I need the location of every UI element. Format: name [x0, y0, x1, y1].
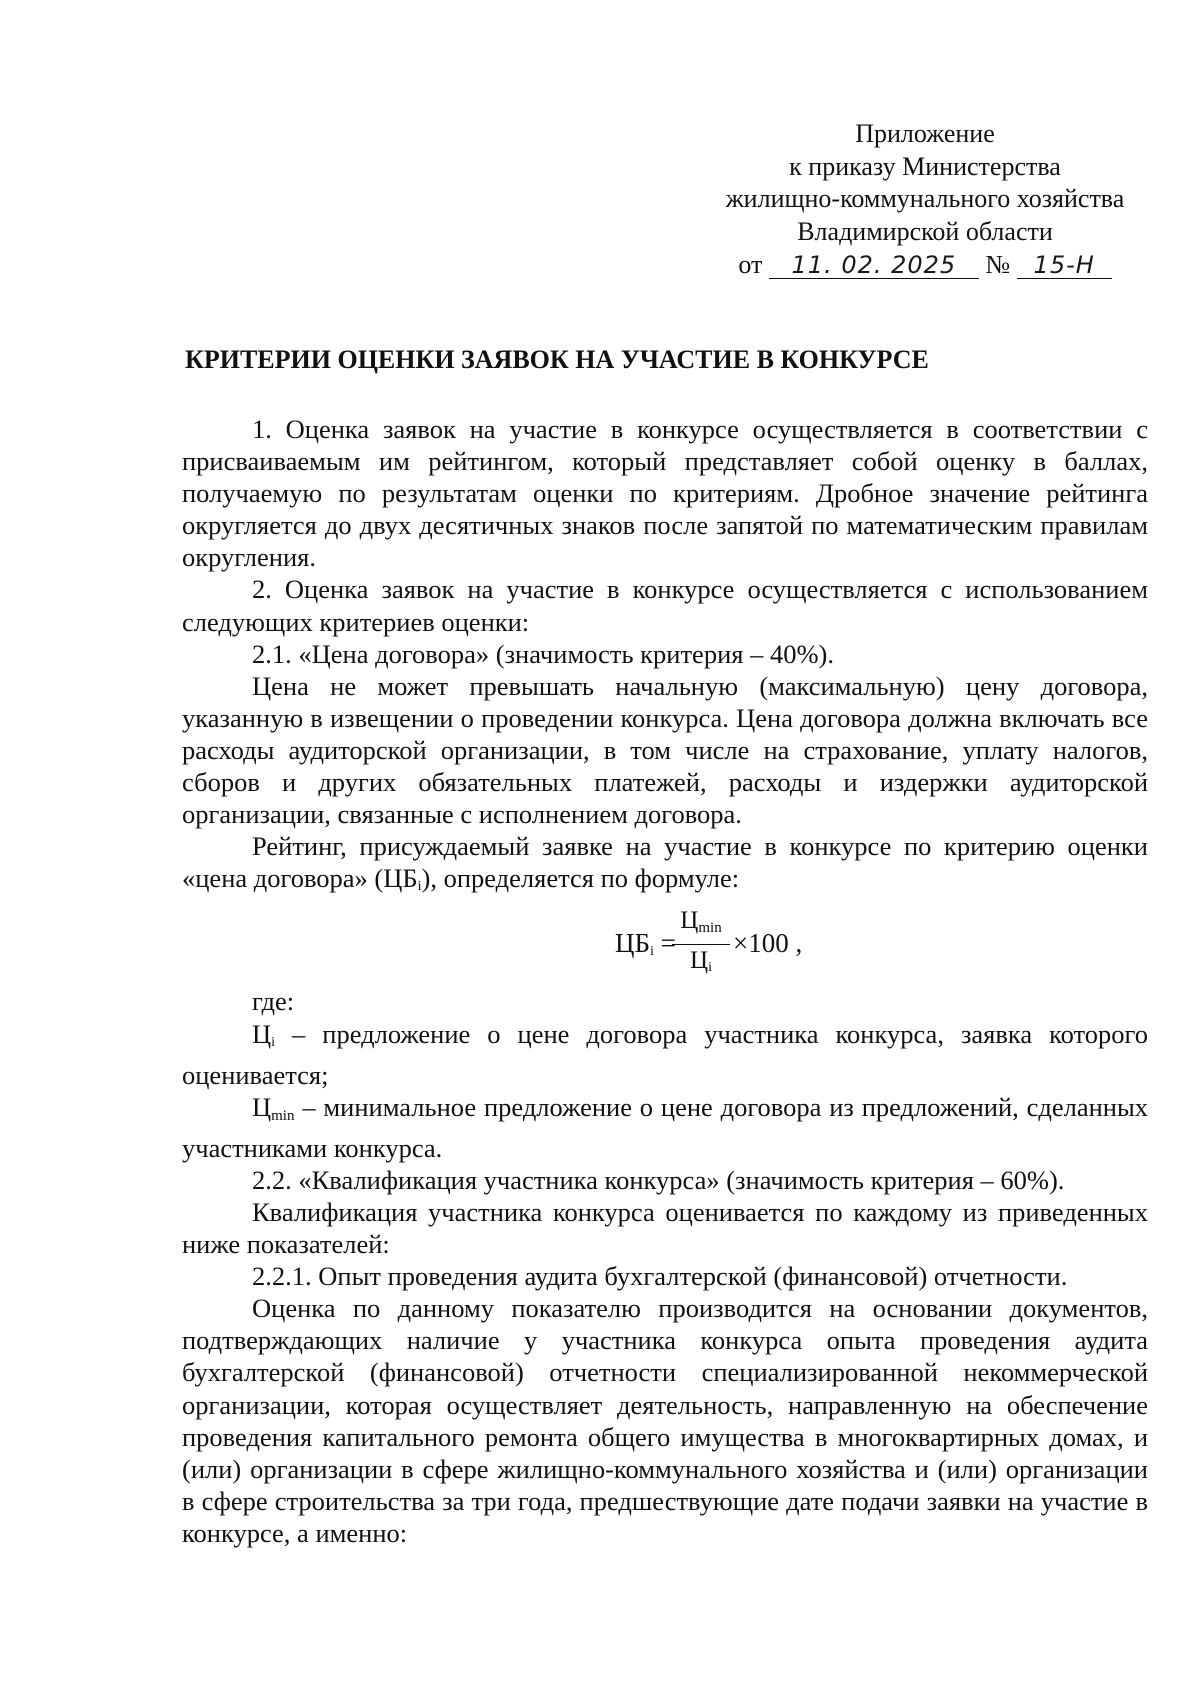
- formula-num-symbol: Ц: [680, 907, 699, 935]
- formula-den-sub: i: [708, 960, 712, 976]
- rating-text-pre: Рейтинг, присуждаемый заявке на участие в конкурсе по критерию оценки «цена договора» (ЦБ: [182, 831, 1148, 894]
- formula-denominator: [672, 946, 730, 983]
- handwritten-order-number: 15-Н: [1017, 252, 1112, 279]
- cmin-sub: min: [271, 1107, 295, 1124]
- paragraph-ci-definition: [182, 1018, 1148, 1091]
- document-body: [182, 413, 1148, 1549]
- paragraph-2-2-1: 2.2.1. Опыт проведения аудита бухгалтерской (финансовой) отчетности.: [252, 1261, 1068, 1292]
- appendix-line-1: Приложение: [855, 119, 995, 148]
- paragraph-qualification: Квалификация участника конкурса оценивается по каждому из приведенных ниже показателей:: [182, 1196, 1148, 1260]
- order-date-line: [690, 249, 1160, 282]
- paragraph-where: где:: [252, 986, 295, 1017]
- rating-text-post: ), определяется по формуле:: [421, 863, 740, 894]
- appendix-line-4: Владимирской области: [797, 216, 1053, 246]
- cmin-symbol: Ц: [252, 1091, 272, 1122]
- price-formula: [182, 903, 1148, 985]
- ci-sub: i: [271, 1034, 276, 1050]
- formula-lhs-sub: i: [650, 944, 654, 960]
- appendix-line-2: к приказу Министерства: [789, 151, 1061, 181]
- paragraph-2-1: 2.1. «Цена договора» (значимость критерия – 40%).: [252, 638, 834, 669]
- formula-numerator: [672, 906, 730, 943]
- date-prefix: от: [738, 250, 763, 279]
- formula-lhs: [615, 927, 676, 968]
- paragraph-2-2: 2.2. «Квалификация участника конкурса» (значимость критерия – 60%).: [252, 1164, 1065, 1195]
- formula-lhs-symbol: ЦБ: [615, 928, 651, 959]
- paragraph-price-terms: Цена не может превышать начальную (максимальную) цену договора, указанную в извещении о проведении конкурса. Цена договора должна включать все расходы аудиторской организации, в том числе на страхование, уплату налогов, сборов и других обязательных платежей, расходы и издержки аудиторской организации, связанные с исполнением договора.: [182, 670, 1148, 830]
- appendix-line-3: жилищно-коммунального хозяйства: [725, 184, 1125, 213]
- formula-fraction: [672, 906, 730, 983]
- document-title: КРИТЕРИИ ОЦЕНКИ ЗАЯВОК НА УЧАСТИЕ В КОНКУРСЕ: [185, 345, 929, 374]
- fraction-bar: [672, 944, 730, 945]
- appendix-header: [690, 118, 1160, 282]
- ci-symbol: Ц: [252, 1018, 272, 1049]
- paragraph-1: 1. Оценка заявок на участие в конкурсе осуществляется в соответствии с присваиваемым им рейтингом, который представляет собой оценку в баллах, получаемую по результатам оценки по критериям. Дробное значение рейтинга округляется до двух десятичных знаков после запятой по математическим правилам округления.: [182, 414, 1148, 573]
- formula-den-symbol: Ц: [690, 947, 709, 975]
- paragraph-rating: [182, 830, 1148, 903]
- number-prefix: №: [985, 250, 1011, 279]
- formula-equals: =: [653, 928, 676, 959]
- paragraph-assessment: Оценка по данному показателю производится на основании документов, подтверждающих наличие у участника конкурса опыта проведения аудита бухгалтерской (финансовой) отчетности специализированной некоммерческой организации, которая осуществляет деятельность, направленную на обеспечение проведения капитального ремонта общего имущества в многоквартирных домах, и (или) организации в сфере жилищно-коммунального хозяйства и (или) организации в сфере строительства за три года, предшествующие дате подачи заявки на участие в конкурсе, а именно:: [182, 1293, 1148, 1548]
- paragraph-2: 2. Оценка заявок на участие в конкурсе осуществляется с использованием следующих критериев оценки:: [182, 574, 1148, 637]
- paragraph-cmin-definition: [182, 1091, 1148, 1164]
- formula-rhs: ×100 ,: [733, 928, 803, 959]
- handwritten-date: 11. 02. 2025: [769, 252, 979, 279]
- formula-num-sub: min: [698, 920, 722, 937]
- cmin-text: – минимальное предложение о цене договора из предложений, сделанных участниками конкурса.: [182, 1091, 1148, 1163]
- ci-text: – предложение о цене договора участника конкурса, заявка которого оценивается;: [182, 1018, 1148, 1090]
- rating-sub: i: [417, 879, 422, 895]
